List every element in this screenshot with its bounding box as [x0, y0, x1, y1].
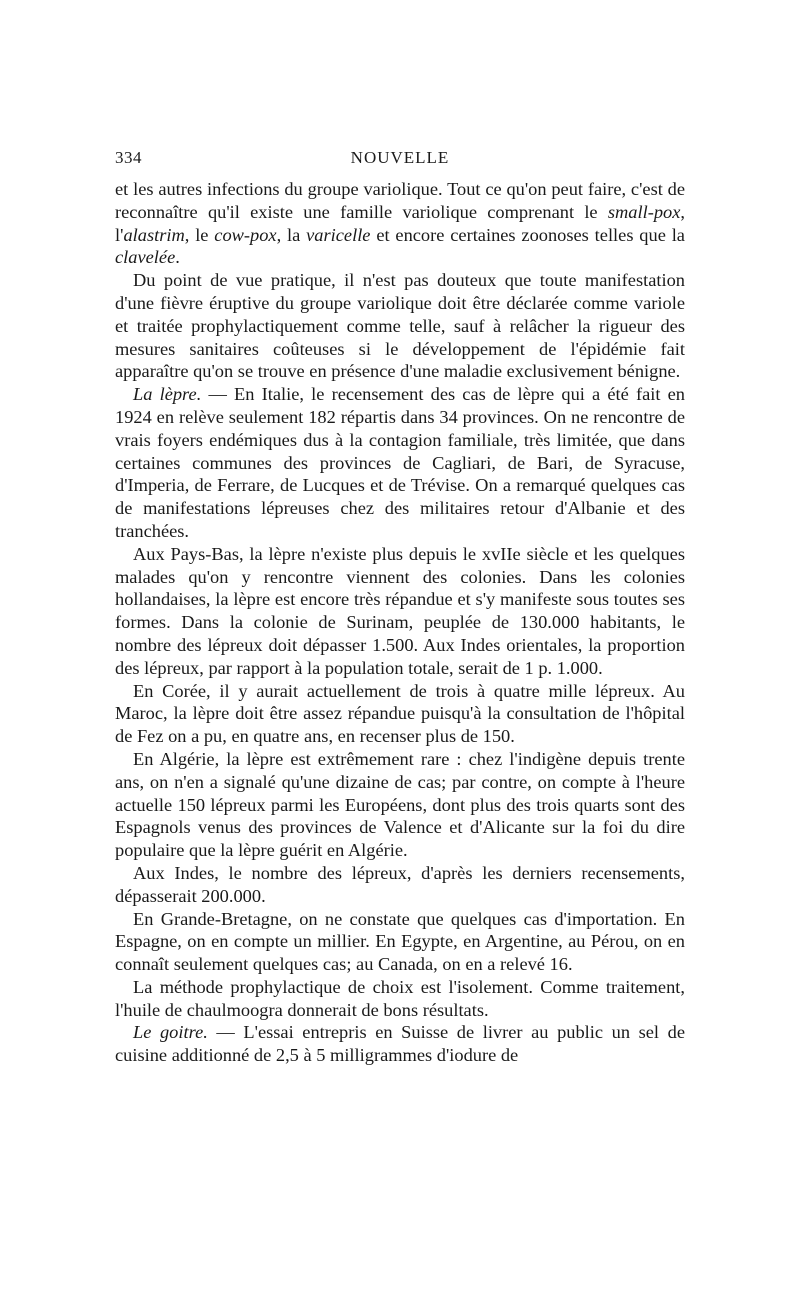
paragraph: [115, 748, 685, 862]
italic-text: varicelle: [306, 224, 371, 245]
italic-text: alastrim: [123, 224, 185, 245]
text-segment: La méthode prophylactique de choix est l'isolement. Comme traitement, l'huile de chaulmoogra donnerait de bons résultats.: [115, 976, 685, 1020]
italic-text: La lèpre.: [133, 384, 202, 405]
paragraph: [115, 680, 685, 748]
running-head: NOUVELLE: [350, 148, 450, 167]
italic-text: Le goitre.: [133, 1022, 208, 1043]
text-segment: , le: [184, 224, 215, 245]
page-header: [115, 148, 685, 174]
paragraph: [115, 383, 685, 543]
paragraph: [115, 976, 685, 1022]
paragraph: [115, 543, 685, 680]
body-text: [115, 178, 685, 1067]
text-segment: et les autres infections du groupe variolique. Tout ce qu'on peut faire, c'est de reconnaître qu'il existe une famille variolique comprenant le: [115, 179, 685, 222]
text-segment: Aux Pays-Bas, la lèpre n'existe plus depuis le xvIIe siècle et les quelques malades qu'on y rencontre viennent des colonies. Dans les colonies hollandaises, la lèpre est encore très répandue et s'y manifeste sous toutes ses formes. Dans la colonie de Surinam, peuplée de 130.000 habitants, le nombre des lépreux doit dépasser 1.500. Aux Indes orientales, la proportion des lépreux, par rapport à la population totale, serait de 1 p. 1.000.: [115, 543, 685, 678]
text-segment: En Algérie, la lèpre est extrêmement rare : chez l'indigène depuis trente ans, on n'en a signalé qu'une dizaine de cas; par contre, on compte à l'heure actuelle 150 lépreux parmi les Européens, dont plus des trois quarts sont des Espagnols venus des provinces de Valence et d'Alicante sur la foi du dire populaire que la lèpre guérit en Algérie.: [115, 748, 685, 861]
italic-text: clavelée: [115, 247, 176, 268]
text-segment: En Grande-Bretagne, on ne constate que quelques cas d'importation. En Espagne, on en compte un millier. En Egypte, en Argentine, au Pérou, on en connaît seulement quelques cas; au Canada, on en a relevé 16.: [115, 908, 685, 975]
italic-text: small-pox: [607, 201, 681, 222]
text-segment: , la: [276, 224, 307, 245]
paragraph: [115, 862, 685, 908]
text-segment: En Corée, il y aurait actuellement de trois à quatre mille lépreux. Au Maroc, la lèpre doit être assez répandue puisqu'à la consultation de l'hôpital de Fez on a pu, en quatre ans, en recenser plus de 150.: [115, 680, 685, 747]
text-segment: , l': [115, 201, 685, 245]
text-segment: et encore certaines zoonoses telles que la: [370, 224, 685, 245]
text-segment: Aux Indes, le nombre des lépreux, d'après les derniers recensements, dépasserait 200.000.: [115, 862, 685, 906]
book-page: [115, 148, 685, 1067]
paragraph: [115, 178, 685, 269]
italic-text: cow-pox: [214, 224, 277, 245]
text-segment: — En Italie, le recensement des cas de lèpre qui a été fait en 1924 en relève seulement 182 répartis dans 34 provinces. On ne rencontre de vrais foyers endémiques dus à la contagion familiale, très limitée, que dans certaines communes des provinces de Cagliari, de Bari, de Syracuse, d'Imperia, de Ferrare, de Lucques et de Trévise. On a remarqué quelques cas de manifestations lépreuses chez des militaires retour d'Albanie et des tranchées.: [115, 384, 685, 541]
text-segment: Du point de vue pratique, il n'est pas douteux que toute manifestation d'une fièvre éruptive du groupe variolique doit être déclarée comme variole et traitée prophylactiquement comme telle, sauf à relâcher la rigueur des mesures sanitaires coûteuses si le développement de l'épidémie fait apparaître qu'on se trouve en présence d'une maladie exclusivement bénigne.: [115, 270, 685, 382]
page-number: 334: [115, 148, 142, 167]
paragraph: [115, 269, 685, 383]
paragraph: [115, 908, 685, 976]
text-segment: — L'essai entrepris en Suisse de livrer au public un sel de cuisine additionné de 2,5 à 5 milligrammes d'iodure de: [115, 1022, 685, 1066]
text-segment: .: [175, 247, 180, 268]
paragraph: [115, 1021, 685, 1067]
